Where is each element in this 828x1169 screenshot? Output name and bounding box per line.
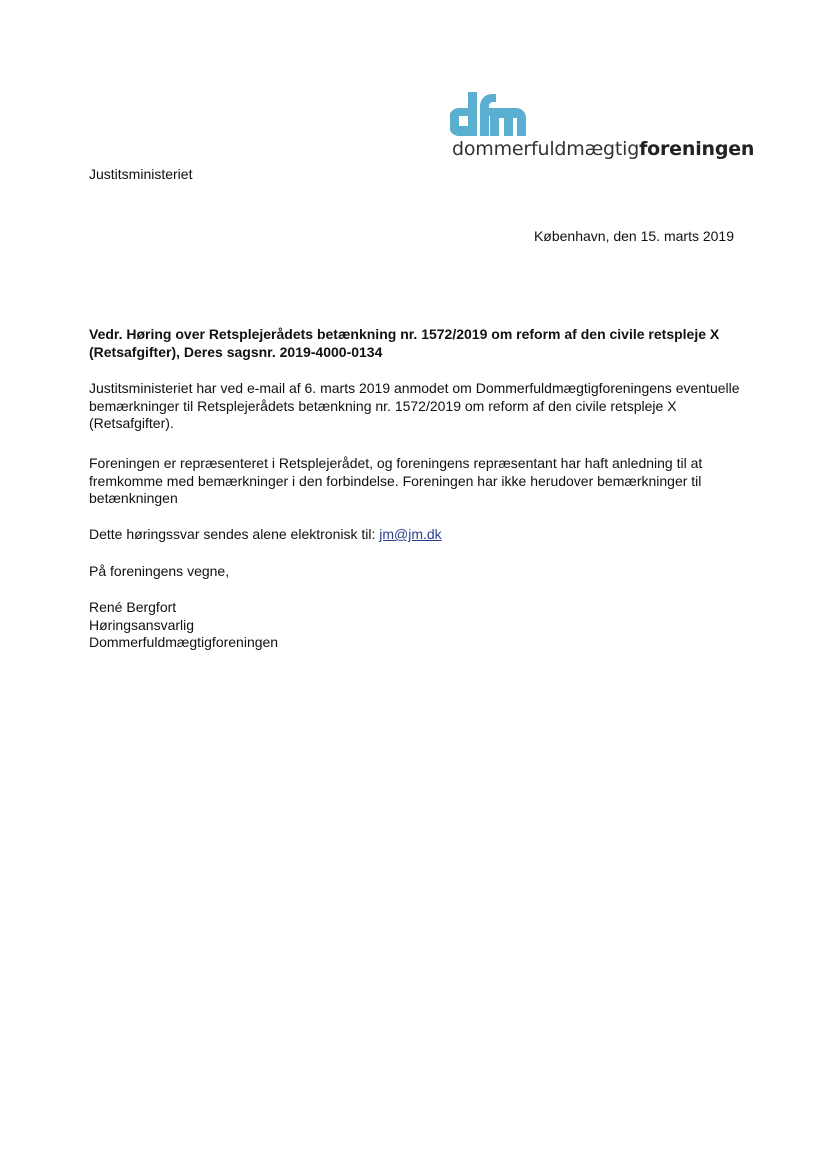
signer-organization: Dommerfuldmægtigforeningen [89,634,279,650]
dfm-logo-mark-icon [450,88,526,138]
email-link[interactable]: jm@jm.dk [379,526,442,542]
signer-title: Høringsansvarlig [89,616,195,633]
signer-name: René Bergfort [89,599,177,615]
dateline: København, den 15. marts 2019 [533,228,734,244]
closing: På foreningens vegne, [89,563,230,579]
paragraph-request: Justitsministeriet har ved e-mail af 6. marts 2019 anmodet om Dommerfuldmægtigforeningens eventuelle bemærkninger til Retsplejerådets betænkning nr. 1572/2019 om reform af den civile retspleje X (Retsafgifter). [89,380,740,431]
signature-block [89,599,749,652]
recipient: Justitsministeriet [89,166,193,182]
delivery-text: Dette høringssvar sendes alene elektronisk til: [89,526,380,542]
logo-wordmark [452,138,754,160]
paragraph-representation: Foreningen er repræsenteret i Retsplejerådet, og foreningens repræsentant har haft anledning til at fremkomme med bemærkninger i den forbindelse. Foreningen har ikke herudover bemærkninger til betænkningen [89,455,703,506]
subject-line: Vedr. Høring over Retsplejerådets betænkning nr. 1572/2019 om reform af den civile retspleje X (Retsafgifter), Deres sagsnr. 2019-4000-0134 [89,326,720,360]
organization-logo [448,88,755,168]
logo-word-bold: foreningen [639,138,755,160]
logo-word-regular: dommerfuldmægtig [452,138,640,160]
paragraph-delivery [89,526,749,544]
